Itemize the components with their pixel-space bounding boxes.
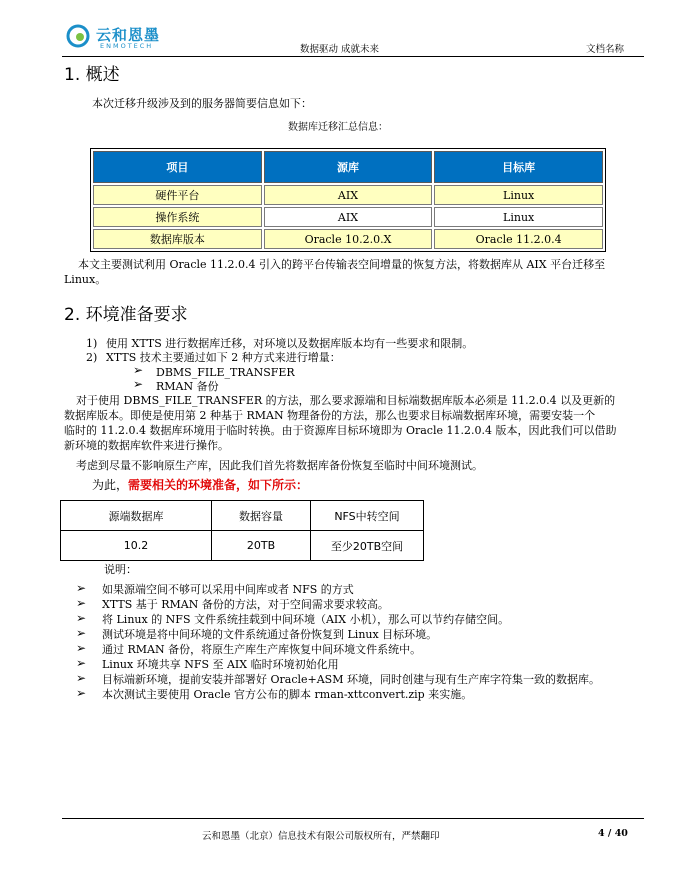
table-header-cell: 项目 bbox=[93, 151, 262, 183]
table-row bbox=[61, 501, 424, 531]
table-cell: 数据容量 bbox=[212, 501, 311, 531]
table-row bbox=[93, 229, 603, 249]
header-slogan: 数据驱动 成就未来 bbox=[300, 44, 380, 55]
company-logo-icon bbox=[66, 24, 90, 48]
numbered-marker: 1) bbox=[86, 337, 98, 350]
paragraph-line: 考虑到尽量不影响原生产库，因此我们首先将数据库备份恢复至临时中间环境测试。 bbox=[76, 459, 483, 472]
summary-line: 本文主要测试利用 Oracle 11.2.0.4 引入的跨平台传输表空间增量的恢复方法，将数据库从 AIX 平台迁移至 bbox=[78, 258, 606, 271]
table-cell: 20TB bbox=[212, 531, 311, 561]
footer-copyright: 云和恩墨（北京）信息技术有限公司版权所有，严禁翻印 bbox=[202, 831, 440, 842]
arrow-bullet-icon: ➢ bbox=[76, 671, 87, 685]
table-cell: 10.2 bbox=[61, 531, 212, 561]
table-caption: 数据库迁移汇总信息： bbox=[288, 122, 388, 133]
paragraph-line: 临时的 11.2.0.4 数据库环境用于临时转换。由于资源库目标环境即为 Oracle 11.2.0.4 版本，因此我们可以借助 bbox=[64, 424, 617, 437]
numbered-item: XTTS 技术主要通过如下 2 种方式来进行增量： bbox=[106, 351, 341, 364]
section-2-heading: 2. 环境准备要求 bbox=[64, 305, 188, 325]
note-text: 测试环境是将中间环境的文件系统通过备份恢复到 Linux 目标环境。 bbox=[102, 628, 438, 641]
arrow-bullet-icon: ➢ bbox=[76, 581, 87, 595]
note-text: 本次测试主要使用 Oracle 官方公布的脚本 rman-xttconvert.zip 来实施。 bbox=[102, 688, 473, 701]
table-row bbox=[93, 207, 603, 227]
table-cell: 至少20TB空间 bbox=[311, 531, 424, 561]
logo-subtext: ENMOTECH bbox=[100, 42, 154, 50]
note-text: Linux 环境共享 NFS 至 AIX 临时环境初始化用 bbox=[102, 658, 339, 671]
method-item: DBMS_FILE_TRANSFER bbox=[156, 366, 295, 379]
section-1-heading: 1. 概述 bbox=[64, 65, 120, 85]
paragraph-line: 数据库版本。即使是使用第 2 种基于 RMAN 物理备份的方法，那么也要求目标端数据库环境，需要安装一个 bbox=[64, 409, 596, 422]
footer-divider bbox=[62, 818, 644, 819]
header-divider bbox=[62, 56, 644, 57]
table-row bbox=[61, 531, 424, 561]
table-cell: 数据库版本 bbox=[93, 229, 262, 249]
table-header-row bbox=[93, 151, 603, 183]
header-doc-name: 文档名称 bbox=[586, 44, 625, 55]
table-cell: Linux bbox=[434, 185, 603, 205]
logo-text: 云和恩墨 bbox=[96, 26, 161, 44]
table-cell: 硬件平台 bbox=[93, 185, 262, 205]
arrow-bullet-icon: ➢ bbox=[76, 626, 87, 640]
section-1-intro: 本次迁移升级涉及到的服务器简要信息如下： bbox=[92, 97, 312, 110]
migration-summary-table bbox=[90, 148, 606, 252]
numbered-marker: 2) bbox=[86, 351, 98, 364]
table-cell: 源端数据库 bbox=[61, 501, 212, 531]
arrow-bullet-icon: ➢ bbox=[76, 686, 87, 700]
arrow-bullet-icon: ➢ bbox=[133, 377, 144, 391]
environment-table bbox=[60, 500, 424, 561]
arrow-bullet-icon: ➢ bbox=[76, 641, 87, 655]
table-cell: NFS中转空间 bbox=[311, 501, 424, 531]
paragraph-line: 新环境的数据库软件来进行操作。 bbox=[64, 439, 229, 452]
table-header-cell: 源库 bbox=[264, 151, 433, 183]
table-cell: Linux bbox=[434, 207, 603, 227]
numbered-item: 使用 XTTS 进行数据库迁移，对环境以及数据库版本均有一些要求和限制。 bbox=[106, 337, 474, 350]
summary-line: Linux。 bbox=[64, 273, 107, 286]
note-text: 将 Linux 的 NFS 文件系统挂载到中间环境（AIX 小机），那么可以节约存储空间。 bbox=[102, 613, 510, 626]
note-text: 通过 RMAN 备份，将原生产库生产库恢复中间环境文件系统中。 bbox=[102, 643, 422, 656]
arrow-bullet-icon: ➢ bbox=[133, 363, 144, 377]
table-cell: AIX bbox=[264, 207, 433, 227]
notes-label: 说明： bbox=[104, 563, 137, 576]
table-row bbox=[93, 185, 603, 205]
env-prep-line bbox=[92, 478, 308, 493]
note-text: 如果源端空间不够可以采用中间库或者 NFS 的方式 bbox=[102, 583, 354, 596]
note-text: 目标端新环境，提前安装并部署好 Oracle+ASM 环境，同时创建与现有生产库字符集一致的数据库。 bbox=[102, 673, 600, 686]
table-header-cell: 目标库 bbox=[434, 151, 603, 183]
env-prep-emphasis: 需要相关的环境准备，如下所示： bbox=[128, 478, 309, 492]
arrow-bullet-icon: ➢ bbox=[76, 596, 87, 610]
note-text: XTTS 基于 RMAN 备份的方法，对于空间需求要求较高。 bbox=[102, 598, 389, 611]
method-item: RMAN 备份 bbox=[156, 380, 219, 393]
paragraph-line: 对于使用 DBMS_FILE_TRANSFER 的方法，那么要求源端和目标端数据库版本必须是 11.2.0.4 以及更新的 bbox=[76, 394, 616, 407]
table-cell: AIX bbox=[264, 185, 433, 205]
arrow-bullet-icon: ➢ bbox=[76, 656, 87, 670]
table-cell: Oracle 10.2.0.X bbox=[264, 229, 433, 249]
table-cell: Oracle 11.2.0.4 bbox=[434, 229, 603, 249]
env-prep-prefix: 为此， bbox=[92, 478, 129, 492]
arrow-bullet-icon: ➢ bbox=[76, 611, 87, 625]
page-number: 4 / 40 bbox=[598, 828, 628, 839]
table-cell: 操作系统 bbox=[93, 207, 262, 227]
